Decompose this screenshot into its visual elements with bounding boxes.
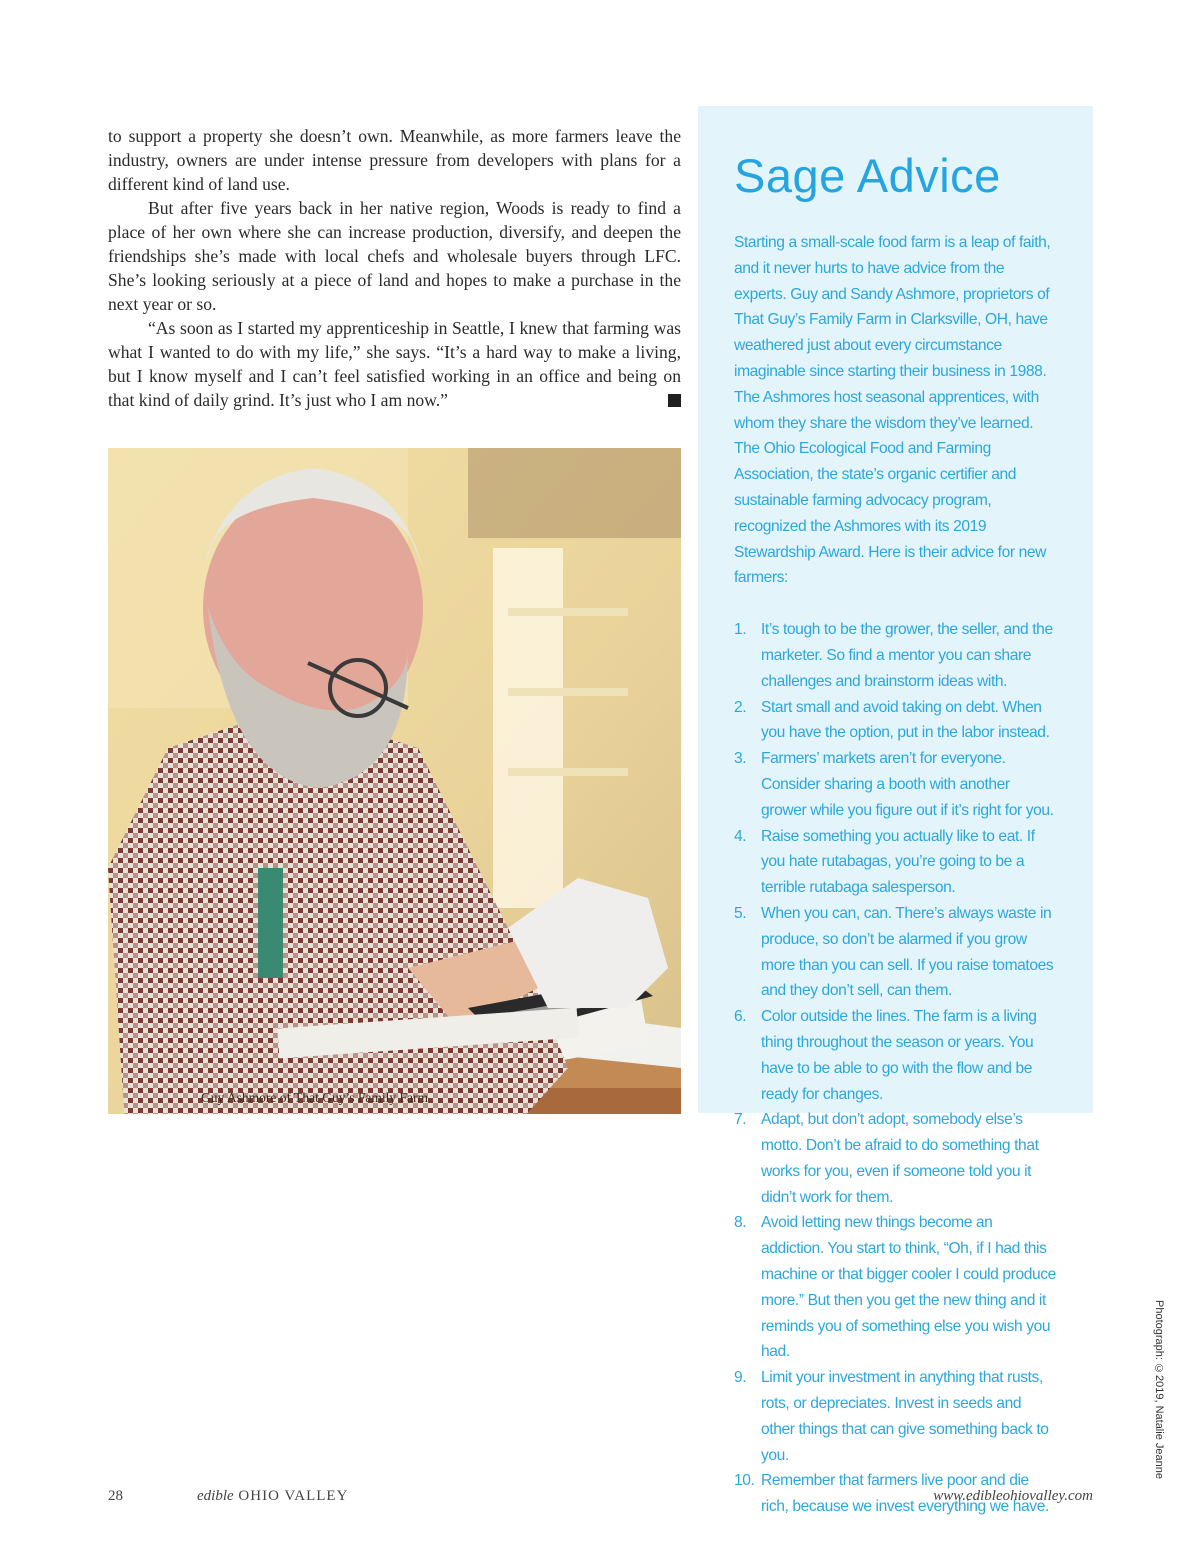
magazine-name-italic: edible [197,1488,234,1504]
photo-credit: Photograph: ©2019, Natalie Jeanne [1153,1300,1165,1479]
advice-number: 3. [734,750,747,768]
article-paragraph-text: “As soon as I started my apprenticeship in Seattle, I knew that farming was what I wanted to do with my life,” she says. “It’s a hard way to make a living, but I know myself and I can’t feel satisfied working in an office and being on that kind of daily grind. It’s just who I am now.” [108,318,681,410]
advice-text: Avoid letting new things become an addiction. You start to think, “Oh, if I had this machine or that bigger cooler I could produce more.” But then you get the new thing and it reminds you of something else you wish you had. [761,1214,1056,1361]
advice-text: Adapt, but don’t adopt, somebody else’s motto. Don’t be afraid to do something that works for you, even if someone told you it didn’t work for them. [761,1111,1039,1206]
advice-item [734,824,1057,901]
advice-item [734,617,1057,694]
advice-list [734,617,1057,1520]
advice-number: 5. [734,904,747,922]
farmer-photo-illustration [108,448,681,1114]
end-mark-icon [668,394,681,407]
advice-text: Farmers’ markets aren’t for everyone. Consider sharing a booth with another grower while you figure out if it’s right for you. [761,750,1054,819]
advice-number: 10. [734,1472,755,1490]
magazine-name-rest: OHIO VALLEY [238,1488,349,1504]
advice-item [734,1210,1057,1365]
advice-text: Limit your investment in anything that rusts, rots, or depreciates. Invest in seeds and other things that can give something back to you. [761,1369,1049,1464]
advice-number: 1. [734,621,747,639]
advice-text: Remember that farmers live poor and die rich, because we invest everything we have. [761,1472,1049,1516]
farmer-photo [108,448,681,1114]
advice-number: 2. [734,698,747,716]
advice-item [734,695,1057,747]
magazine-name [197,1488,348,1505]
advice-number: 9. [734,1369,747,1387]
advice-item [734,746,1057,823]
advice-text: When you can, can. There’s always waste in produce, so don’t be alarmed if you grow more than you can sell. If you raise tomatoes and they don’t sell, can them. [761,904,1054,1000]
advice-item [734,901,1057,1004]
advice-item [734,1004,1057,1107]
advice-text: Color outside the lines. The farm is a living thing throughout the season or years. You have to be able to go with the flow and be ready for changes. [761,1008,1037,1103]
magazine-url: www.edibleohiovalley.com [933,1488,1093,1504]
photo-caption: Guy Ashmore of That Guy’s Family Farm [201,1090,428,1105]
advice-number: 6. [734,1008,747,1026]
advice-number: 7. [734,1111,747,1129]
article-paragraph [108,316,681,412]
advice-item [734,1365,1057,1468]
sidebar-title: Sage Advice [734,149,1001,202]
advice-text: It’s tough to be the grower, the seller, and the marketer. So find a mentor you can share challenges and brainstorm ideas with. [761,621,1053,690]
advice-text: Raise something you actually like to eat. If you hate rutabagas, you’re going to be a terrible rutabaga salesperson. [761,827,1035,897]
advice-number: 4. [734,827,747,845]
article-paragraph: to support a property she doesn’t own. Meanwhile, as more farmers leave the industry, owners are under intense pressure from developers with plans for a different kind of land use. [108,126,681,194]
advice-text: Start small and avoid taking on debt. When you have the option, put in the labor instead. [761,698,1050,742]
advice-number: 8. [734,1214,747,1232]
article-paragraph: But after five years back in her native region, Woods is ready to find a place of her own where she can increase production, diversify, and deepen the friendships she’s made with local chefs and wholesale buyers through LFC. She’s looking seriously at a piece of land and hopes to make a purchase in the next year or so. [108,198,681,314]
page-number: 28 [108,1488,123,1504]
advice-item [734,1107,1057,1210]
article-body [108,124,681,412]
sidebar-intro: Starting a small-scale food farm is a leap of faith, and it never hurts to have advice from the experts. Guy and Sandy Ashmore, proprietors of That Guy’s Family Farm in Clarksville, OH, have weathered just about every circumstance imaginable since starting their business in 1988. The Ashmores host seasonal apprentices, with whom they share the wisdom they’ve learned. The Ohio Ecological Food and Farming Association, the state’s organic certifier and sustainable farming advocacy program, recognized the Ashmores with its 2019 Stewardship Award. Here is their advice for new farmers: [734,234,1051,587]
